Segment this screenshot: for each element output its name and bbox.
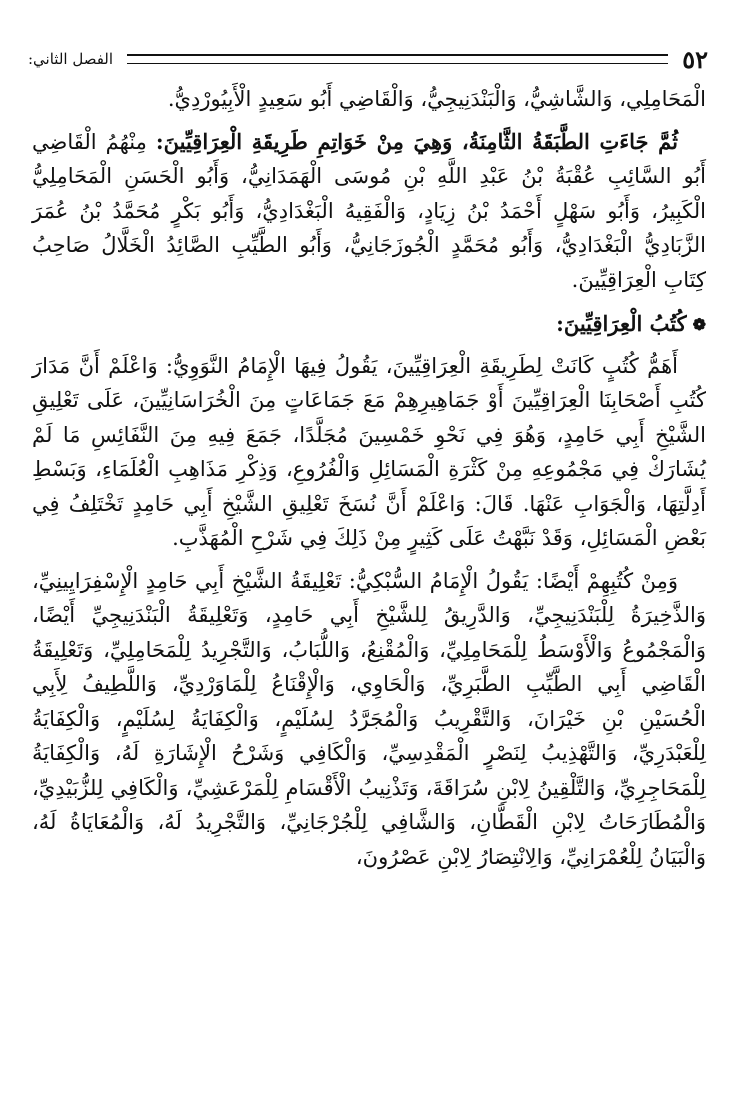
paragraph-2 (32, 125, 706, 298)
page-header (28, 42, 708, 76)
paragraph-1: الْمَحَامِلِي، وَالشَّاشِيُّ، وَالْبَنْدَنِيجِيُّ، وَالْقَاضِي أَبُو سَعِيدٍ الْأَبِيُورْدِيُّ. (167, 87, 706, 111)
section-heading (32, 307, 706, 343)
chapter-title: الفصل الثاني: (28, 50, 114, 68)
page-body (32, 82, 706, 882)
paragraph-2-rest: مِنْهُمُ الْقَاضِي أَبُو السَّائِبِ عُقْبَةُ بْنُ عَبْدِ اللَّهِ بْنِ مُوسَى الْهَمَدَانِيُّ، وَأَبُو الْحَسَنِ الْمَحَامِلِيُّ الْكَبِيرُ، وَأَبُو سَهْلٍ أَحْمَدُ بْنُ زِيَادٍ، وَالْفَقِيهُ الْبَغْدَادِيُّ، وَأَبُو بَكْرٍ مُحَمَّدُ بْنُ عُمَرَ الزَّبَادِيُّ الْبَغْدَادِيُّ، وَأَبُو مُحَمَّدٍ الْجُوزَجَانِيُّ، وَأَبُو الطَّيِّبِ الصَّائِدُ الْخَلَّالُ صَاحِبُ كِتَابِ الْعِرَاقِيِّينَ. (32, 129, 706, 292)
flower-ornament-icon: ❁ (692, 315, 706, 335)
paragraph-4: وَمِنْ كُتُبِهِمْ أَيْضًا: يَقُولُ الْإِمَامُ السُّبْكِيُّ: تَعْلِيقَةُ الشَّيْخِ أَبِي حَامِدٍ الْإِسْفِرَايِينِيِّ، وَالذَّخِيرَةُ لِلْبَنْدَنِيجِيِّ، وَالدَّرِيقُ لِلشَّيْخِ أَبِي حَامِدٍ، وَتَعْلِيقَةُ الْبَنْدَنِيجِيِّ أَيْضًا، وَالْمَجْمُوعُ وَالْأَوْسَطُ لِلْمَحَامِلِيِّ، وَالْمُقْنِعُ، وَاللُّبَابُ، وَالتَّجْرِيدُ لِلْمَحَامِلِيِّ، وَتَعْلِيقَةُ الْقَاضِي أَبِي الطَّيِّبِ الطَّبَرِيِّ، وَالْحَاوِي، وَالْإِقْنَاعُ لِلْمَاوَرْدِيِّ، وَاللَّطِيفُ لِأَبِي الْحُسَيْنِ بْنِ خَيْرَانَ، وَالتَّقْرِيبُ وَالْمُجَرَّدُ لِسُلَيْمٍ، وَالْكِفَايَةُ لِسُلَيْمٍ، وَالْكِفَايَةُ لِلْعَبْدَرِيِّ، وَالتَّهْذِيبُ لِنَصْرٍ الْمَقْدِسِيِّ، وَالْكَافِي وَشَرْحُ الْإِشَارَةِ لَهُ، وَالْكِفَايَةُ لِلْمَحَاجِرِيِّ، وَالتَّلْقِينُ لِابْنِ سُرَاقَةَ، وَتَذْنِيبُ الْأَقْسَامِ لِلْمَرْعَشِيِّ، وَالْكَافِي لِلزُّبَيْدِيِّ، وَالْمُطَارَحَاتُ لِابْنِ الْقَطَّانِ، وَالشَّافِي لِلْجُرْجَانِيِّ، وَالتَّجْرِيدُ لَهُ، وَالْمُعَايَاةُ لَهُ، وَالْبَيَانُ لِلْعُمْرَانِيِّ، وَالِانْتِصَارُ لِابْنِ عَصْرُونَ، (32, 568, 706, 869)
paragraph-3: أَهَمُّ كُتُبٍ كَانَتْ لِطَرِيقَةِ الْعِرَاقِيِّينَ، يَقُولُ فِيهَا الْإِمَامُ النَّوَوِيُّ: وَاعْلَمْ أَنَّ مَدَارَ كُتُبِ أَصْحَابِنَا الْعِرَاقِيِّينَ أَوْ جَمَاهِيرِهِمْ مَعَ جَمَاعَاتٍ مِنَ الْخُرَاسَانِيِّينَ، عَلَى تَعْلِيقِ الشَّيْخِ أَبِي حَامِدٍ، وَهُوَ فِي نَحْوِ خَمْسِينَ مُجَلَّدًا، جَمَعَ فِيهِ مِنَ النَّفَائِسِ مَا لَمْ يُشَارَكْ فِي مَجْمُوعِهِ مِنْ كَثْرَةِ الْمَسَائِلِ وَالْفُرُوعِ، وَذِكْرِ مَذَاهِبِ الْعُلَمَاءِ، وَبَسْطِ أَدِلَّتِهَا، وَالْجَوَابِ عَنْهَا. قَالَ: وَاعْلَمْ أَنَّ نُسَخَ تَعْلِيقِ الشَّيْخِ أَبِي حَامِدٍ تَخْتَلِفُ فِي بَعْضِ الْمَسَائِلِ، وَقَدْ نَبَّهْتُ عَلَى كَثِيرٍ مِنْ ذَلِكَ فِي شَرْحِ الْمُهَذَّبِ. (32, 353, 706, 551)
paragraph-2-lead: ثُمَّ جَاءَتِ الطَّبَقَةُ الثَّامِنَةُ، وَهِيَ مِنْ خَوَاتِمِ طَرِيقَةِ الْعِرَاقِيِّينَ: (155, 128, 678, 154)
section-heading-text: كُتُبُ الْعِرَاقِيِّينَ: (556, 311, 687, 336)
page-number: ٥٢ (682, 44, 708, 74)
header-rule (127, 54, 668, 64)
